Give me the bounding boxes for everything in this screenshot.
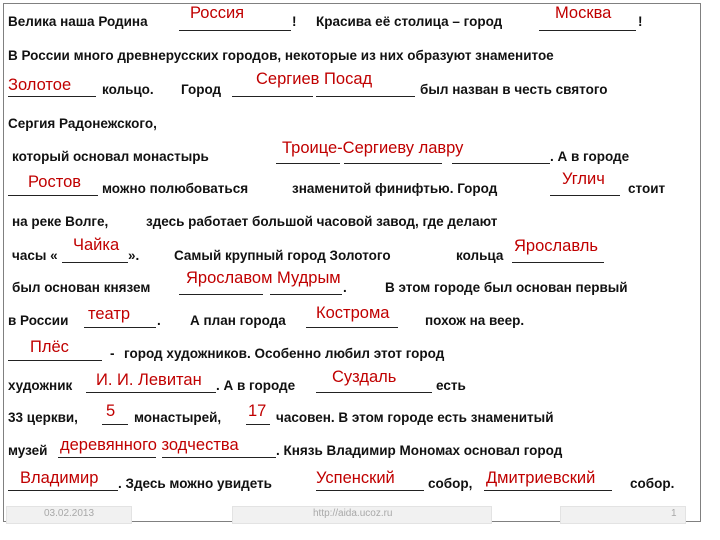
text-line1-b: !: [292, 14, 297, 29]
answer-kostroma: Кострома: [316, 304, 390, 322]
answer-rostov: Ростов: [28, 173, 82, 191]
blank-line: [306, 327, 398, 328]
text-line13-a: 33 церкви,: [8, 410, 78, 425]
text-line7-a: на реке Волге,: [12, 214, 109, 229]
blank-line: [344, 163, 442, 164]
text-line2: В России много древнерусских городов, некоторые из них образуют знаменитое: [8, 48, 554, 63]
text-line14-a: музей: [8, 443, 48, 458]
blank-line: [8, 96, 96, 97]
footer-url: http://aida.ucoz.ru: [313, 508, 393, 519]
answer-sergiev-posad: Сергиев Посад: [256, 70, 373, 88]
blank-line: [232, 96, 313, 97]
text-line13-b: монастырей,: [134, 410, 222, 425]
text-line6-b: знаменитой финифтью. Город: [292, 181, 498, 196]
blank-line: [8, 490, 118, 491]
answer-yaroslavl: Ярославль: [514, 237, 598, 255]
text-line8-a: часы «: [12, 248, 58, 263]
blank-line: [58, 457, 156, 458]
answer-vladimir: Владимир: [20, 469, 99, 487]
blank-line: [276, 163, 340, 164]
text-line10-c: А план города: [190, 313, 286, 328]
text-line3-b: Город: [181, 82, 222, 97]
blank-line: [102, 424, 128, 425]
text-line15-a: . Здесь можно увидеть: [118, 476, 272, 491]
text-line3-a: кольцо.: [102, 82, 154, 97]
blank-line: [162, 457, 276, 458]
blank-line: [512, 262, 604, 263]
text-line10-b: .: [157, 313, 161, 328]
text-line5-b: . А в городе: [550, 149, 630, 164]
text-line3-c: был назван в честь святого: [420, 82, 608, 97]
blank-line: [8, 195, 98, 196]
answer-zolotoe: Золотое: [8, 76, 72, 94]
answer-uglich: Углич: [562, 170, 605, 188]
text-line8-b: ».: [128, 248, 140, 263]
text-line5-a: который основал монастырь: [12, 149, 209, 164]
blank-line: [84, 327, 156, 328]
text-line11-b: город художников. Особенно любил этот город: [124, 346, 445, 361]
answer-chaika: Чайка: [73, 236, 120, 254]
text-line4: Сергия Радонежского,: [8, 116, 157, 131]
text-line9-b: .: [343, 280, 347, 295]
text-line12-b: . А в городе: [216, 378, 296, 393]
answer-derevo: деревянного зодчества: [60, 436, 239, 454]
blank-line: [8, 360, 102, 361]
answer-yaroslav: Ярославом Мудрым: [186, 269, 341, 287]
answer-ples: Плёс: [30, 338, 69, 356]
text-line1-c: Красива её столица – город: [316, 14, 503, 29]
text-line13-c: часовен. В этом городе есть знаменитый: [276, 410, 554, 425]
text-line10-a: в России: [8, 313, 69, 328]
blank-line: [316, 96, 415, 97]
text-line6-c: стоит: [628, 181, 666, 196]
text-line11-a: -: [110, 346, 115, 361]
blank-line: [179, 294, 263, 295]
answer-moskva: Москва: [555, 4, 612, 22]
text-line12-a: художник: [8, 378, 73, 393]
answer-rossiya: Россия: [190, 4, 245, 22]
text-line9-c: В этом городе был основан первый: [385, 280, 628, 295]
answer-uspenskiy: Успенский: [316, 469, 395, 487]
answer-levitan: И. И. Левитан: [96, 371, 202, 389]
answer-teatr: театр: [88, 305, 131, 323]
text-line8-d: кольца: [456, 248, 504, 263]
text-line7-b: здесь работает большой часовой завод, где делают: [146, 214, 498, 229]
answer-troitse: Троице-Сергиеву лавру: [282, 139, 464, 157]
text-line1-a: Велика наша Родина: [8, 14, 148, 29]
footer-page-number: 1: [671, 508, 677, 519]
text-line15-b: собор,: [428, 476, 473, 491]
blank-line: [86, 392, 216, 393]
blank-line: [316, 490, 424, 491]
blank-line: [270, 294, 342, 295]
blank-line: [484, 490, 612, 491]
text-line10-d: похож на веер.: [425, 313, 525, 328]
blank-line: [316, 392, 432, 393]
blank-line: [452, 163, 550, 164]
answer-suzdal: Суздаль: [332, 368, 397, 386]
text-line1-d: !: [638, 14, 643, 29]
blank-line: [246, 424, 270, 425]
text-line14-b: . Князь Владимир Мономах основал город: [276, 443, 563, 458]
text-line15-c: собор.: [630, 476, 675, 491]
footer-date: 03.02.2013: [44, 508, 95, 519]
text-line9-a: был основан князем: [12, 280, 151, 295]
blank-line: [539, 30, 636, 31]
blank-line: [550, 195, 620, 196]
text-line6-a: можно полюбоваться: [102, 181, 249, 196]
blank-line: [62, 262, 128, 263]
blank-line: [179, 30, 291, 31]
text-line12-c: есть: [436, 378, 466, 393]
footer-page-box: [560, 506, 686, 524]
answer-five: 5: [106, 402, 116, 420]
answer-dmitrievskiy: Дмитриевский: [486, 469, 596, 487]
answer-seventeen: 17: [248, 402, 267, 420]
text-line8-c: Самый крупный город Золотого: [174, 248, 391, 263]
